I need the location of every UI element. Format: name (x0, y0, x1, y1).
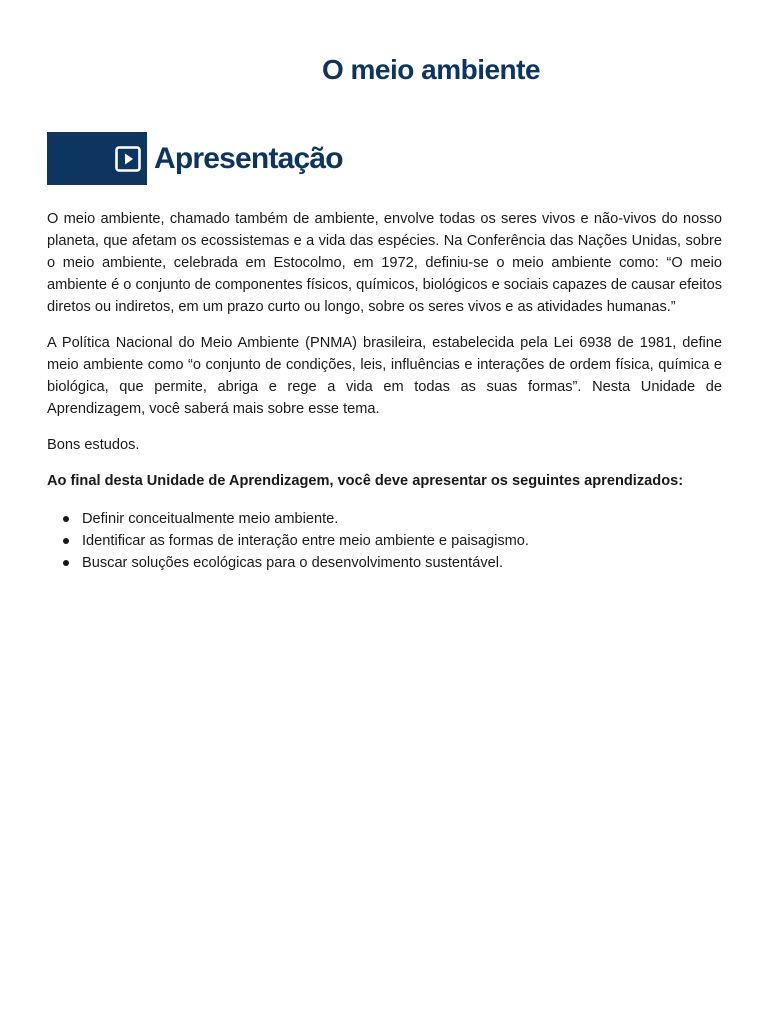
bullet-icon (63, 560, 69, 566)
section-title: Apresentação (154, 142, 343, 175)
objectives-intro: Ao final desta Unidade de Aprendizagem, você deve apresentar os seguintes aprendizados: (47, 473, 684, 489)
paragraph: Bons estudos. (47, 437, 140, 453)
paragraph: O meio ambiente, chamado também de ambiente, envolve todas os seres vivos e não-vivos do nosso planeta, que afetam os ecossistemas e a vida das espécies. Na Conferência das Nações Unidas, sobre o meio ambiente, celebrada em Estocolmo, em 1972, definiu-se o meio ambiente como: “O meio ambiente é o conjunto de componentes físicos, químicos, biológicos e sociais capazes de causar efeitos diretos ou indiretos, em um prazo curto ou longo, sobre os seres vivos e as atividades humanas.” (47, 211, 722, 315)
paragraph: A Política Nacional do Meio Ambiente (PNMA) brasileira, estabelecida pela Lei 6938 de 1981, define meio ambiente como “o conjunto de condições, leis, influências e interações de ordem física, química e biológica, que permite, abriga e rege a vida em todas as suas formas”. Nesta Unidade de Aprendizagem, você saberá mais sobre esse tema. (47, 335, 722, 417)
content-body (47, 208, 722, 574)
list-item (82, 530, 722, 552)
list-item-text: Buscar soluções ecológicas para o desenvolvimento sustentável. (82, 555, 504, 571)
list-item (82, 552, 722, 574)
objectives-list (47, 508, 722, 574)
list-item-text: Definir conceitualmente meio ambiente. (82, 511, 339, 527)
bullet-icon (63, 516, 69, 522)
play-square-icon (115, 146, 141, 172)
section-header (47, 132, 343, 185)
section-accent-bar (47, 132, 147, 185)
page-title: O meio ambiente (321, 54, 541, 85)
list-item-text: Identificar as formas de interação entre meio ambiente e paisagismo. (82, 533, 529, 549)
list-item (82, 508, 722, 530)
bullet-icon (63, 538, 69, 544)
